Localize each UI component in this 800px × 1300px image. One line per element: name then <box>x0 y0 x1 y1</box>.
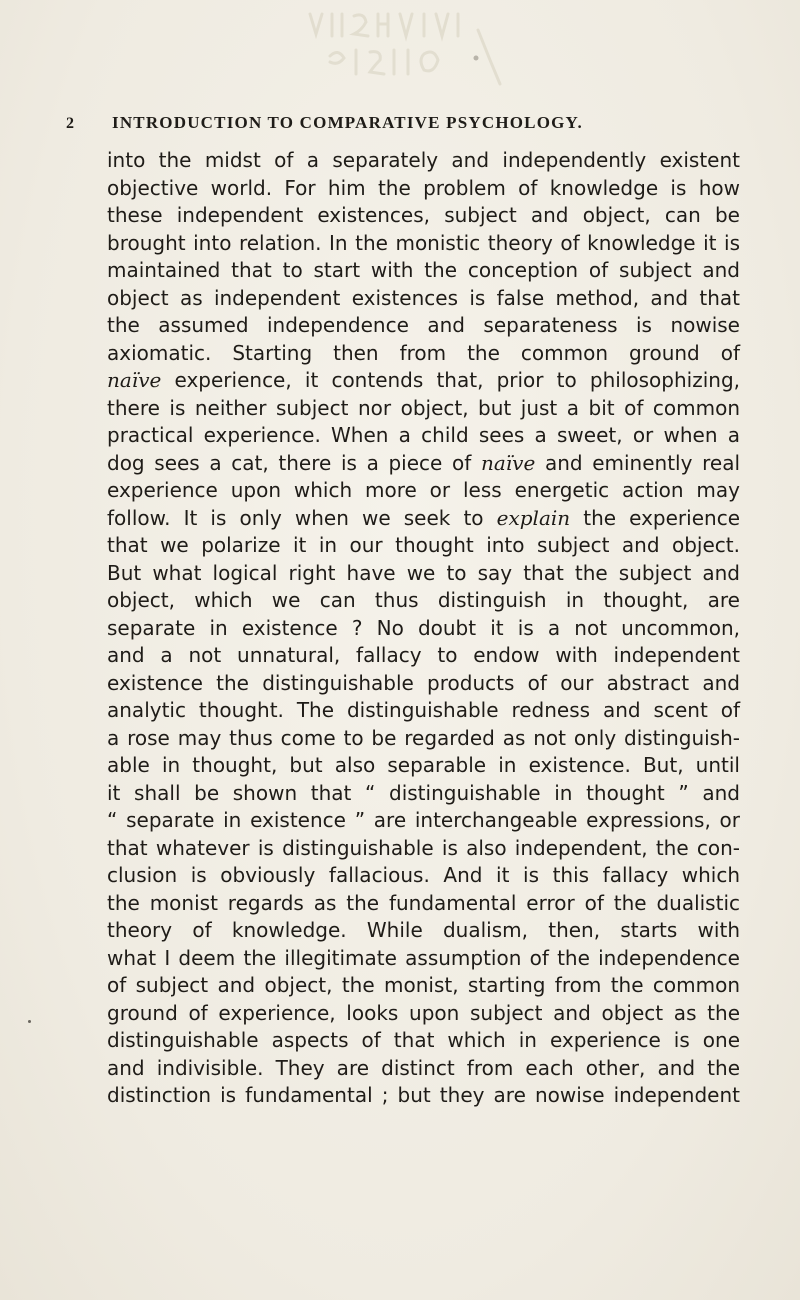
show-through-stamp <box>290 0 510 96</box>
text-line: brought into relation. In the monistic theory of knowledge it is <box>107 230 740 255</box>
text-line: maintained that to start with the conception of subject and <box>107 258 740 282</box>
text-line: able in thought, but also separable in existence. But, until <box>107 753 740 777</box>
page-number: 2 <box>66 115 75 132</box>
text-line: distinction is fundamental ; but they are nowise independent <box>107 1083 740 1107</box>
text-segment: dog sees a cat, there is a piece of <box>107 450 472 475</box>
page-header <box>66 113 746 137</box>
text-line: object as independent existences is false method, and that <box>107 285 740 310</box>
text-line: the assumed independence and separateness is nowise <box>107 313 740 337</box>
running-head: INTRODUCTION TO COMPARATIVE PSYCHOLOGY. <box>112 113 583 132</box>
italic-word: naïve <box>480 450 536 475</box>
text-line: “ separate in existence ” are interchangeable expressions, or <box>107 808 740 832</box>
text-line: it shall be shown that “ distinguishable in thought ” and <box>107 780 740 805</box>
text-line: the monist regards as the fundamental error of the dualistic <box>107 890 740 915</box>
text-line: objective world. For him the problem of knowledge is how <box>107 175 740 200</box>
text-segment: follow. It is only when we seek to <box>107 505 484 530</box>
text-line: experience upon which more or less energetic action may <box>107 478 740 502</box>
text-line: that whatever is distinguishable is also independent, the con- <box>107 835 740 860</box>
text-line: theory of knowledge. While dualism, then, starts with <box>107 918 740 942</box>
text-line: object, which we can thus distinguish in thought, are <box>107 588 740 612</box>
italic-word: naïve <box>107 368 162 392</box>
bleed-through-marks <box>290 0 510 96</box>
text-line: of subject and object, the monist, starting from the common <box>107 973 740 997</box>
text-line: But what logical right have we to say that the subject and <box>107 560 740 585</box>
text-line: practical experience. When a child sees a sweet, or when a <box>107 423 740 447</box>
text-line: analytic thought. The distinguishable redness and scent of <box>107 698 740 722</box>
text-line: and indivisible. They are distinct from each other, and the <box>107 1055 740 1080</box>
italic-word: explain <box>496 505 571 530</box>
text-line: clusion is obviously fallacious. And it is this fallacy which <box>107 863 740 887</box>
text-line: distinguishable aspects of that which in experience is one <box>107 1028 740 1052</box>
text-line-mixed <box>107 367 740 395</box>
text-line: these independent existences, subject and object, can be <box>107 203 740 227</box>
text-line: axiomatic. Starting then from the common ground of <box>107 340 740 365</box>
text-line: into the midst of a separately and independently existent <box>107 148 740 172</box>
text-segment: the experience <box>583 505 740 530</box>
margin-speck <box>28 1020 31 1023</box>
text-line: a rose may thus come to be regarded as not only distinguish- <box>107 725 740 750</box>
text-line-mixed <box>107 450 740 478</box>
text-line: what I deem the illegitimate assumption of the independence <box>107 945 740 970</box>
text-line: and a not unnatural, fallacy to endow with independent <box>107 643 740 667</box>
body-paragraph <box>107 147 740 1110</box>
text-line: that we polarize it in our thought into subject and object. <box>107 533 740 557</box>
text-segment: experience, it contends that, prior to philosophizing, <box>174 368 741 392</box>
text-line: separate in existence ? No doubt it is a not uncommon, <box>107 615 740 640</box>
text-line-mixed <box>107 505 740 533</box>
text-segment: and eminently real <box>544 450 741 475</box>
text-line: existence the distinguishable products of our abstract and <box>107 670 740 695</box>
text-line: there is neither subject nor object, but just a bit of common <box>107 395 740 420</box>
text-line: ground of experience, looks upon subject and object as the <box>107 1000 740 1025</box>
